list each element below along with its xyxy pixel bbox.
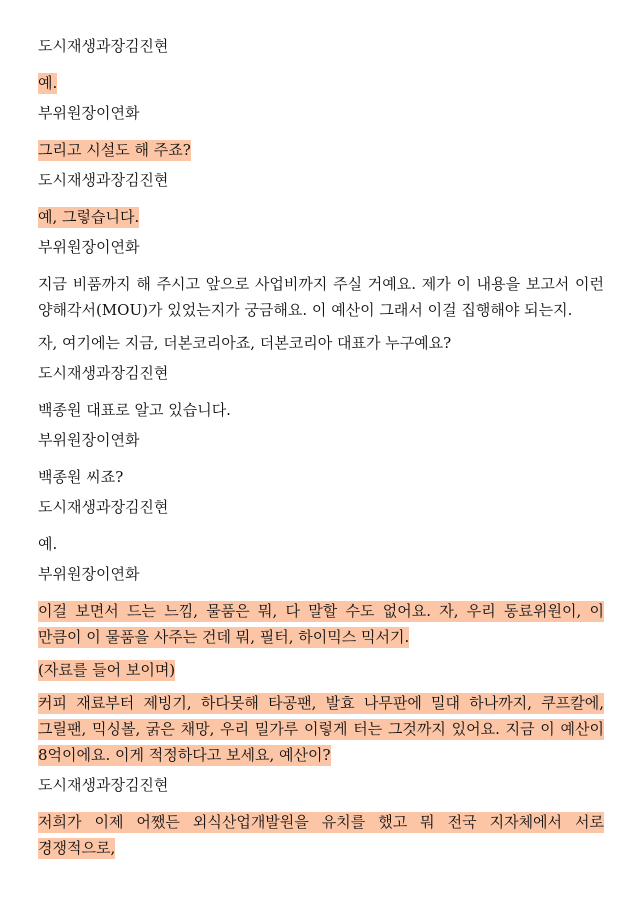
statement-text: 예, 그렇습니다. (38, 208, 140, 226)
statement-text: 이걸 보면서 드는 느낌, 물품은 뭐, 다 말할 수도 없어요. 자, 우리 동료위원이, 이 만큼이 이 물품을 사주는 건데 뭐, 필터, 하이믹스 믹서기. (38, 602, 604, 646)
statement: 백종원 씨죠? (38, 468, 124, 486)
statement-highlighted (38, 690, 604, 768)
statement-text: 커피 재료부터 제빙기, 하다못해 타공팬, 발효 나무판에 밀대 하나까지, 쿠프칼에, 그릴팬, 믹싱볼, 굵은 채망, 우리 밀가루 이렇게 터는 그것까지 있어요. 지금 이 예산이 8억이에요. 이게 적정하다고 보세요, 예산이? (38, 694, 604, 764)
statement: 자, 여기에는 지금, 더본코리아죠, 더본코리아 대표가 누구예요? (38, 334, 452, 352)
statement: 백종원 대표로 알고 있습니다. (38, 401, 231, 419)
statement-text: 예. (38, 74, 58, 92)
speaker-name: 부위원장이연화 (38, 565, 140, 583)
speaker-name: 도시재생과장김진현 (38, 37, 169, 55)
statement-highlighted (38, 137, 604, 163)
speaker-name: 도시재생과장김진현 (38, 171, 169, 189)
statement-text: 그리고 시설도 해 주죠? (38, 141, 191, 159)
transcript-page (38, 36, 604, 868)
statement: 지금 비품까지 해 주시고 앞으로 사업비까지 주실 거예요. 제가 이 내용을 보고서 이런 양해각서(MOU)가 있었는지가 궁금해요. 이 예산이 그래서 이걸 집행해야 되는지. (38, 275, 604, 319)
speaker-name: 도시재생과장김진현 (38, 776, 169, 794)
stage-direction-text: (자료를 들어 보이며) (38, 661, 176, 679)
speaker-name: 부위원장이연화 (38, 104, 140, 122)
statement: 예. (38, 535, 58, 553)
statement-highlighted (38, 598, 604, 650)
statement-highlighted (38, 809, 604, 861)
speaker-name: 부위원장이연화 (38, 238, 140, 256)
statement-text: 저희가 이제 어쨌든 외식산업개발원을 유치를 했고 뭐 전국 지자체에서 서로 경쟁적으로, (38, 813, 604, 857)
speaker-name: 부위원장이연화 (38, 431, 140, 449)
speaker-name: 도시재생과장김진현 (38, 364, 169, 382)
speaker-name: 도시재생과장김진현 (38, 498, 169, 516)
statement-highlighted (38, 204, 604, 230)
statement-highlighted (38, 70, 604, 96)
stage-direction-highlighted (38, 657, 604, 683)
